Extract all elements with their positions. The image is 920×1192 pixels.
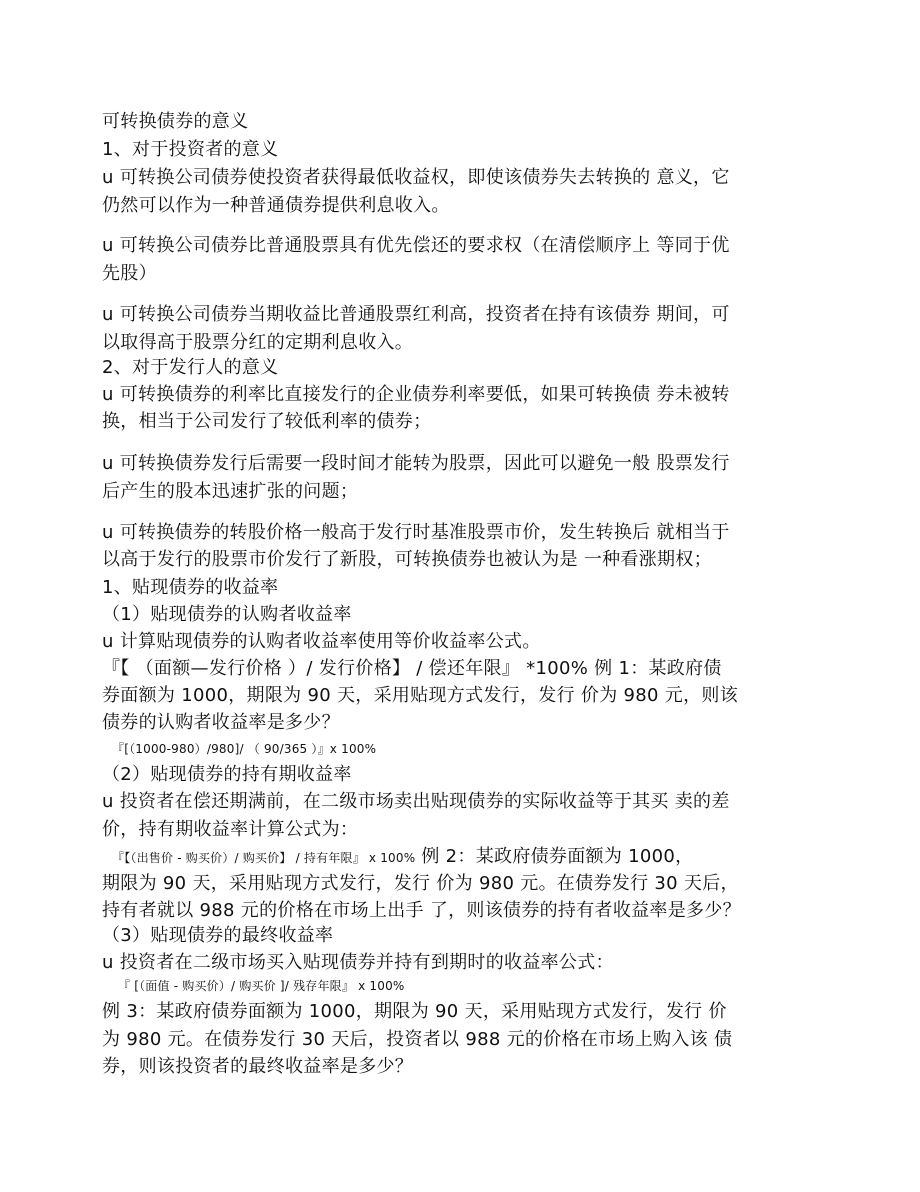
paragraph-line: 后产生的股本迅速扩张的问题； bbox=[102, 481, 359, 502]
paragraph-line: u 投资者在二级市场买入贴现债券并持有到期时的收益率公式： bbox=[102, 952, 614, 973]
paragraph-line: u 可转换债券的利率比直接发行的企业债券利率要低，如果可转换债 券未被转 bbox=[102, 384, 730, 405]
paragraph-line: u 可转换债券发行后需要一段时间才能转为股票，因此可以避免一般 股票发行 bbox=[102, 453, 730, 474]
paragraph-line: 价，持有期收益率计算公式为： bbox=[102, 819, 359, 840]
paragraph-line: u 可转换公司债券使投资者获得最低收益权，即使该债券失去转换的 意义，它 bbox=[102, 167, 730, 188]
paragraph-line: 以取得高于股票分红的定期利息收入。 bbox=[102, 332, 414, 353]
paragraph-line: 例 3：某政府债券面额为 1000，期限为 90 天，采用贴现方式发行，发行 价 bbox=[102, 1001, 727, 1022]
subsection-heading: （3）贴现债券的最终收益率 bbox=[102, 925, 334, 946]
issuer-section-heading: 2、对于发行人的意义 bbox=[102, 357, 279, 378]
paragraph-line: 债券的认购者收益率是多少？ bbox=[102, 712, 340, 733]
paragraph-line: 先股） bbox=[102, 263, 157, 284]
paragraph-line: u 可转换债券的转股价格一般高于发行时基准股票市价，发生转换后 就相当于 bbox=[102, 522, 730, 543]
document-title: 可转换债券的意义 bbox=[102, 111, 249, 132]
paragraph-line: 持有者就以 988 元的价格在市场上出手 了，则该债券的持有者收益率是多少？ bbox=[102, 900, 741, 921]
paragraph-line: 仍然可以作为一种普通债券提供利息收入。 bbox=[102, 195, 450, 216]
example-text: 例 2：某政府债券面额为 1000， bbox=[415, 846, 694, 867]
yield-section-heading: 1、贴现债券的收益率 bbox=[102, 577, 279, 598]
formula-line: 『 [（面值 - 购买价）/ 购买价 ]/ 残存年限』 x 100% bbox=[118, 979, 405, 993]
paragraph-line: 券面额为 1000，期限为 90 天，采用贴现方式发行，发行 价为 980 元，则该 bbox=[102, 685, 738, 706]
paragraph-line: 以高于发行的股票市价发行了新股，可转换债券也被认为是 一种看涨期权； bbox=[102, 549, 712, 570]
paragraph-line: 期限为 90 天，采用贴现方式发行，发行 价为 980 元。在债券发行 30 天后， bbox=[102, 873, 739, 894]
formula-calculation: 『[（1000-980）/980]/ （ 90/365 ）』x 100% bbox=[112, 742, 377, 756]
paragraph-line: u 投资者在偿还期满前，在二级市场卖出贴现债券的实际收益等于其买 卖的差 bbox=[102, 791, 730, 812]
investor-section-heading: 1、对于投资者的意义 bbox=[102, 139, 279, 160]
paragraph-line: 换，相当于公司发行了较低利率的债券； bbox=[102, 411, 432, 432]
subsection-heading: （1）贴现债券的认购者收益率 bbox=[102, 604, 352, 625]
paragraph-line: 券，则该投资者的最终收益率是多少？ bbox=[102, 1056, 414, 1077]
formula-small-text: 『【（出售价 - 购买价）/ 购买价】 / 持有年限』 x 100% bbox=[112, 851, 416, 865]
formula-line bbox=[112, 845, 693, 869]
paragraph-line: 为 980 元。在债券发行 30 天后，投资者以 988 元的价格在市场上购入该 债 bbox=[102, 1029, 733, 1050]
formula-line: 『【 （面额—发行价格 ）/ 发行价格】 / 偿还年限』 *100% 例 1：某政府债 bbox=[102, 658, 722, 679]
subsection-heading: （2）贴现债券的持有期收益率 bbox=[102, 764, 352, 785]
paragraph-line: u 可转换公司债券当期收益比普通股票红利高，投资者在持有该债券 期间，可 bbox=[102, 304, 730, 325]
paragraph-line: u 计算贴现债券的认购者收益率使用等价收益率公式。 bbox=[102, 631, 541, 652]
paragraph-line: u 可转换公司债券比普通股票具有优先偿还的要求权（在清偿顺序上 等同于优 bbox=[102, 235, 730, 256]
